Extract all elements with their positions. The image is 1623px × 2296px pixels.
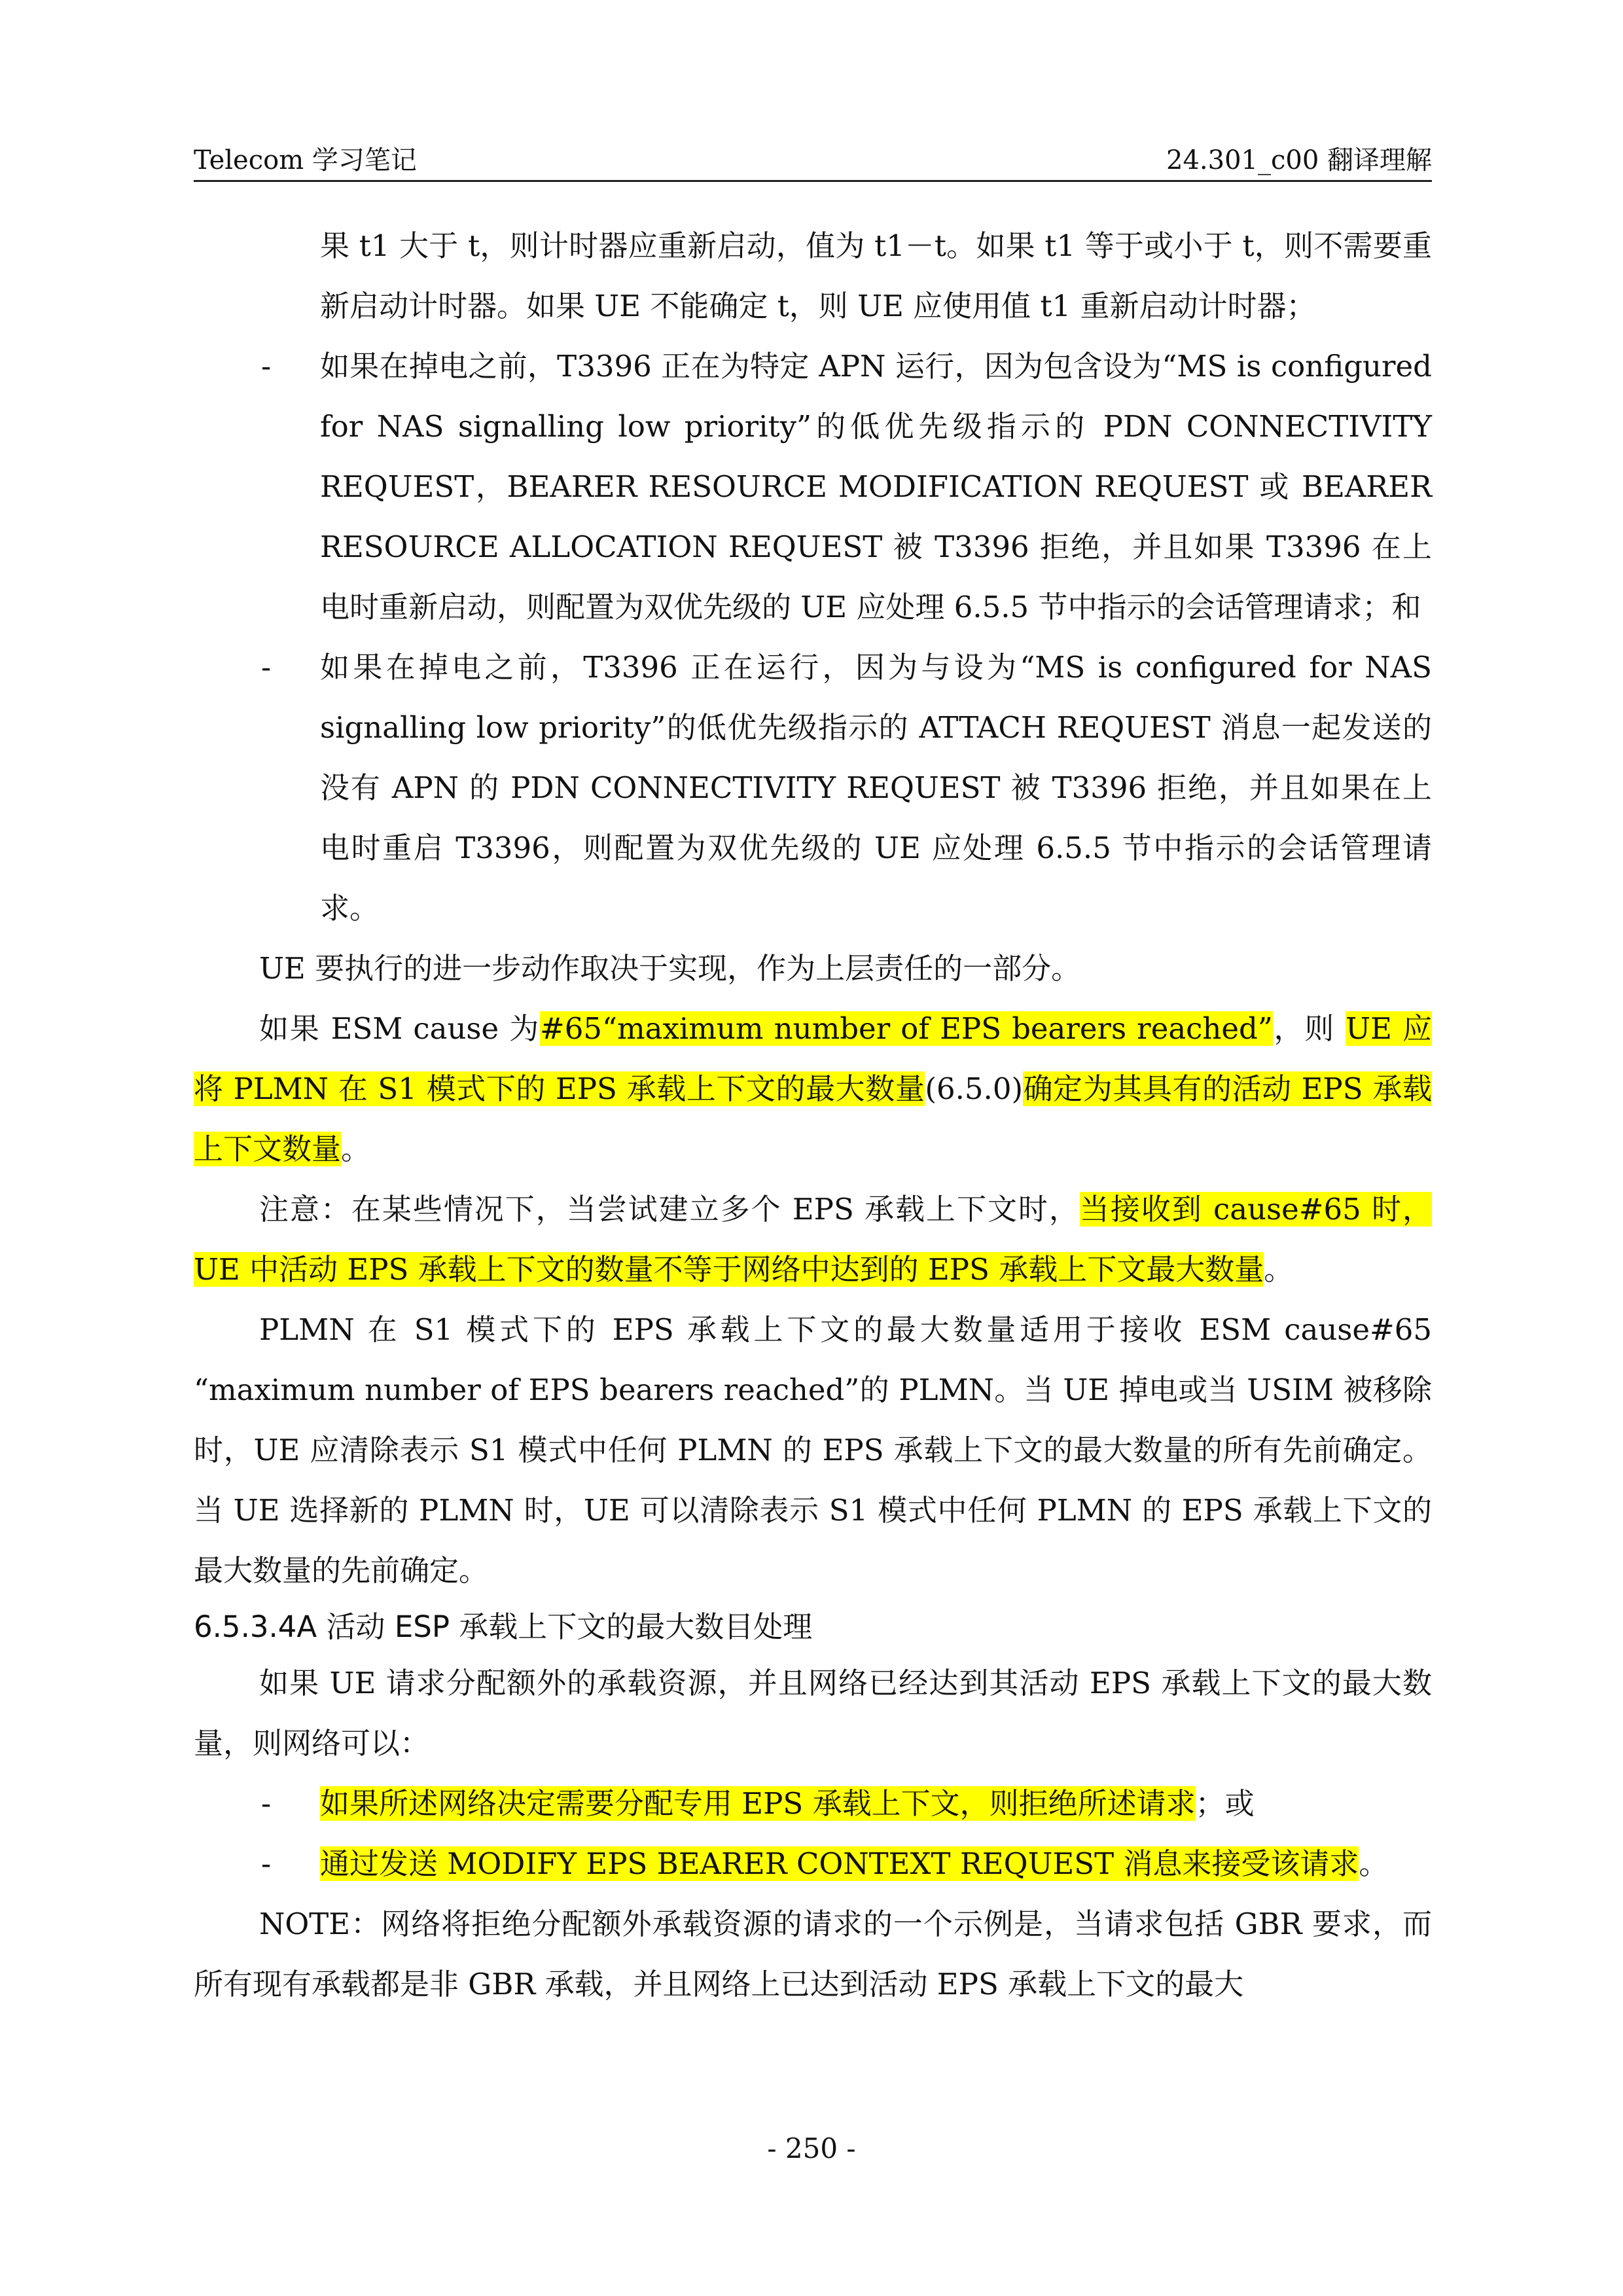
- bullet-text: 如果在掉电之前，T3396 正在运行，因为与设为“MS is configured for NAS signalling low priority”的低优先级指示的 ATTACH REQUEST 消息一起发送的没有 APN 的 PDN CONNECTIVITY REQUEST 被 T3396 拒绝，并且如果在上电时重启 T3396，则配置为双优先级的 UE 应处理 6.5.5 节中指示的会话管理请求。: [320, 650, 1432, 925]
- header-title-right: 24.301_c00 翻译理解: [1166, 145, 1432, 175]
- text-run: 。: [1264, 1252, 1294, 1287]
- paragraph: UE 要执行的进一步动作取决于实现，作为上层责任的一部分。: [259, 951, 1081, 986]
- bullet-dash: -: [261, 1786, 272, 1821]
- paragraph-note: [194, 1179, 1432, 1300]
- text-run: (6.5.0): [925, 1071, 1024, 1106]
- bullet-text: 如果在掉电之前，T3396 正在为特定 APN 运行，因为包含设为“MS is configured for NAS signalling low priority”的低优先级指示的 PDN CONNECTIVITY REQUEST，BEARER RESOURCE MODIFICATION REQUEST 或 BEARER RESOURCE ALLOCATION REQUEST 被 T3396 拒绝，并且如果 T3396 在上电时重新启动，则配置为双优先级的 UE 应处理 6.5.5 节中指示的会话管理请求；和: [320, 349, 1432, 624]
- page-number: - 250 -: [767, 2132, 856, 2164]
- paragraph: 如果 UE 请求分配额外的承载资源，并且网络已经达到其活动 EPS 承载上下文的最大数量，则网络可以：: [194, 1666, 1432, 1761]
- highlighted-text: UE 应将 PLMN 在 S1 模式下的 EPS 承载上下文的最大数量: [194, 1011, 1432, 1106]
- paragraph: PLMN 在 S1 模式下的 EPS 承载上下文的最大数量适用于接收 ESM cause#65 “maximum number of EPS bearers reached”的 PLMN。当 UE 掉电或当 USIM 被移除时，UE 应清除表示 S1 模式中任何 PLMN 的 EPS 承载上下文的最大数量的所有先前确定。当 UE 选择新的 PLMN 时，UE 可以清除表示 S1 模式中任何 PLMN 的 EPS 承载上下文的最大数量的先前确定。: [194, 1312, 1432, 1588]
- bullet-dash: -: [261, 650, 272, 685]
- highlighted-text: #65“maximum number of EPS bearers reached”: [539, 1011, 1273, 1046]
- document-body: [194, 216, 1432, 2015]
- paragraph-continuation: 果 t1 大于 t，则计时器应重新启动，值为 t1－t。如果 t1 等于或小于 t，则不需要重新启动计时器。如果 UE 不能确定 t，则 UE 应使用值 t1 重新启动计时器；: [320, 228, 1432, 323]
- highlighted-text: 通过发送 MODIFY EPS BEARER CONTEXT REQUEST 消息来接受该请求: [320, 1846, 1359, 1881]
- bullet-item-3: [194, 1774, 1432, 1834]
- section-heading: 6.5.3.4A 活动 ESP 承载上下文的最大数目处理: [194, 1609, 813, 1644]
- bullet-dash: -: [261, 1846, 272, 1881]
- paragraph-note-example: NOTE：网络将拒绝分配额外承载资源的请求的一个示例是，当请求包括 GBR 要求，而所有现有承载都是非 GBR 承载，并且网络上已达到活动 EPS 承载上下文的最大: [194, 1907, 1432, 2001]
- text-run: ，则: [1272, 1011, 1346, 1046]
- text-run: 如果 ESM cause 为: [259, 1011, 540, 1046]
- text-run: 。: [341, 1132, 371, 1166]
- highlighted-text: 确定为其具有的活动 EPS 承载上下文数量: [194, 1071, 1432, 1166]
- text-run: 注意：在某些情况下，当尝试建立多个 EPS 承载上下文时，: [259, 1192, 1080, 1227]
- highlighted-text: 当接收到 cause#65 时，UE 中活动 EPS 承载上下文的数量不等于网络中达到的 EPS 承载上下文最大数量: [194, 1192, 1432, 1287]
- page-header: [194, 134, 1432, 182]
- text-run: 。: [1359, 1846, 1389, 1881]
- header-title-left: Telecom 学习笔记: [194, 145, 417, 175]
- bullet-item-1: [194, 336, 1432, 637]
- bullet-item-4: [194, 1834, 1432, 1894]
- text-run: ；或: [1195, 1786, 1255, 1821]
- paragraph-esm-cause: [194, 999, 1432, 1179]
- bullet-dash: -: [261, 349, 272, 384]
- highlighted-text: 如果所述网络决定需要分配专用 EPS 承载上下文，则拒绝所述请求: [320, 1786, 1196, 1821]
- bullet-item-2: [194, 637, 1432, 939]
